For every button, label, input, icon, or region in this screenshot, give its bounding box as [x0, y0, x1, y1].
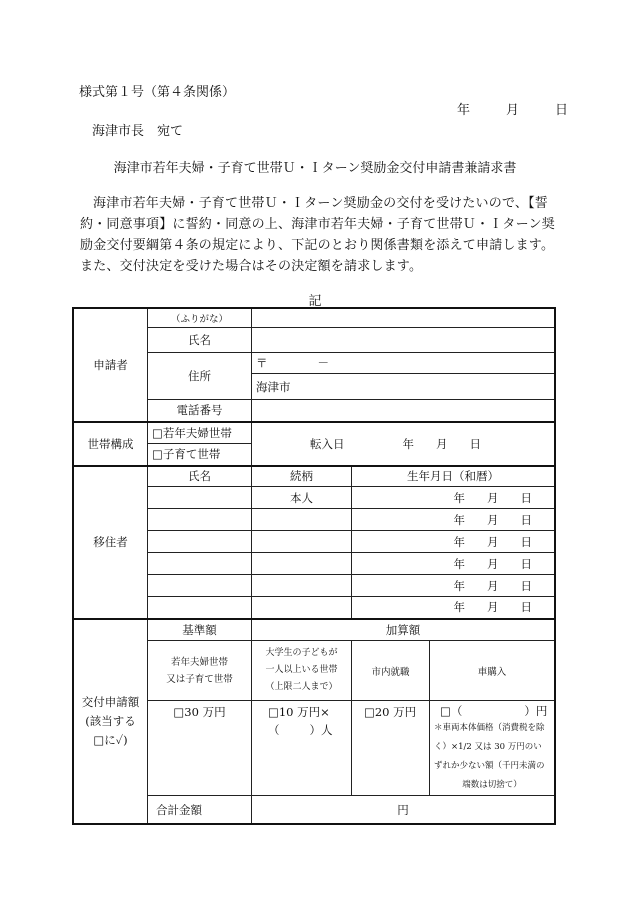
furigana-label: （ふりがな） [148, 309, 252, 328]
ki-heading: 記 [308, 294, 322, 309]
migrant-birthdate-field[interactable]: 年 月 日 [352, 487, 555, 509]
grant-section-label: 交付申請額 (該当する □に✓) [74, 619, 148, 824]
name-label: 氏名 [148, 328, 252, 353]
postal-mark: 〒 [256, 356, 268, 370]
transfer-month: 月 [436, 436, 448, 451]
migrant-relation-field[interactable] [252, 531, 352, 553]
household-section-label: 世帯構成 [74, 422, 148, 466]
migrant-name-field[interactable] [148, 575, 252, 597]
base-amount-checkbox[interactable]: □30 万円 [148, 701, 252, 796]
transfer-day: 日 [469, 436, 481, 451]
transfer-date-label: 転入日 [310, 436, 345, 451]
postal-dash: － [317, 356, 329, 370]
name-field[interactable] [252, 328, 555, 353]
addressee: 海津市長 宛て [92, 124, 184, 139]
base-amount-header: 基準額 [148, 619, 252, 641]
phone-field[interactable] [252, 400, 555, 422]
university-subheader: 大学生の子どもが 一人以上いる世帯 （上限二人まで） [252, 641, 352, 701]
migrant-name-field[interactable] [148, 487, 252, 509]
application-form-table [73, 308, 555, 824]
migrant-col-relation: 続柄 [252, 466, 352, 487]
address-field[interactable] [252, 374, 555, 400]
total-amount-field[interactable]: 円 [252, 796, 555, 824]
migrant-relation-field[interactable] [252, 553, 352, 575]
local-job-subheader: 市内就職 [352, 641, 430, 701]
migrant-name-field[interactable] [148, 531, 252, 553]
migrant-birthdate-field[interactable]: 年 月 日 [352, 509, 555, 531]
migrant-relation-self: 本人 [252, 487, 352, 509]
date-year: 年 [457, 103, 471, 118]
body-text: 海津市若年夫婦・子育て世帯Ｕ・Ｉターン奨励金の交付を受けたいので、【誓約・同意事項】に誓約・同意の上、海津市若年夫婦・子育て世帯Ｕ・Ｉターン奨励金交付要綱第４条の規定により、下記のとおり関係書類を添えて申請します。また、交付決定を受けた場合はその決定額を請求します。 [80, 196, 555, 274]
additional-amount-header: 加算額 [252, 619, 555, 641]
date-day: 日 [555, 103, 569, 118]
furigana-field[interactable] [252, 309, 555, 328]
base-subheader: 若年夫婦世帯 又は子育て世帯 [148, 641, 252, 701]
migrant-birthdate-field[interactable]: 年 月 日 [352, 553, 555, 575]
car-note: ＊車両本体価格（消費税を除 [434, 723, 545, 733]
transfer-date-field[interactable] [252, 422, 555, 466]
address-label: 住所 [148, 353, 252, 400]
household-option-child-rearing[interactable]: □子育て世帯 [148, 444, 252, 466]
total-amount-label: 合計金額 [148, 796, 252, 824]
migrant-name-field[interactable] [148, 509, 252, 531]
migrant-birthdate-field[interactable]: 年 月 日 [352, 531, 555, 553]
migrant-birthdate-field[interactable]: 年 月 日 [352, 575, 555, 597]
car-purchase-checkbox[interactable]: □（ ）円 ＊車両本体価格（消費税を除 く）×1/2 又は 30 万円のい ずれか少ない額（千円未満の 端数は切捨て） [430, 701, 555, 796]
university-amount-checkbox[interactable]: □10 万円× （ ）人 [252, 701, 352, 796]
applicant-section-label: 申請者 [74, 309, 148, 422]
car-purchase-subheader: 車購入 [430, 641, 555, 701]
date-month: 月 [506, 103, 520, 118]
document-title: 海津市若年夫婦・子育て世帯Ｕ・Ｉターン奨励金交付申請書兼請求書 [113, 161, 517, 176]
date-line [457, 99, 568, 118]
migrant-col-birthdate: 生年月日（和暦） [352, 466, 555, 487]
migrant-relation-field[interactable] [252, 575, 352, 597]
migrant-name-field[interactable] [148, 553, 252, 575]
migrant-relation-field[interactable] [252, 597, 352, 619]
city-prefix: 海津市 [256, 379, 291, 394]
migrant-birthdate-field[interactable]: 年 月 日 [352, 597, 555, 619]
migrant-col-name: 氏名 [148, 466, 252, 487]
migrant-name-field[interactable] [148, 597, 252, 619]
household-option-young-couple[interactable]: □若年夫婦世帯 [148, 422, 252, 444]
local-job-checkbox[interactable]: □20 万円 [352, 701, 430, 796]
migrant-relation-field[interactable] [252, 509, 352, 531]
transfer-year: 年 [402, 436, 414, 451]
form-number: 様式第１号（第４条関係） [79, 85, 236, 100]
phone-label: 電話番号 [148, 400, 252, 422]
postal-field[interactable] [252, 353, 555, 374]
migrants-section-label: 移住者 [74, 466, 148, 619]
